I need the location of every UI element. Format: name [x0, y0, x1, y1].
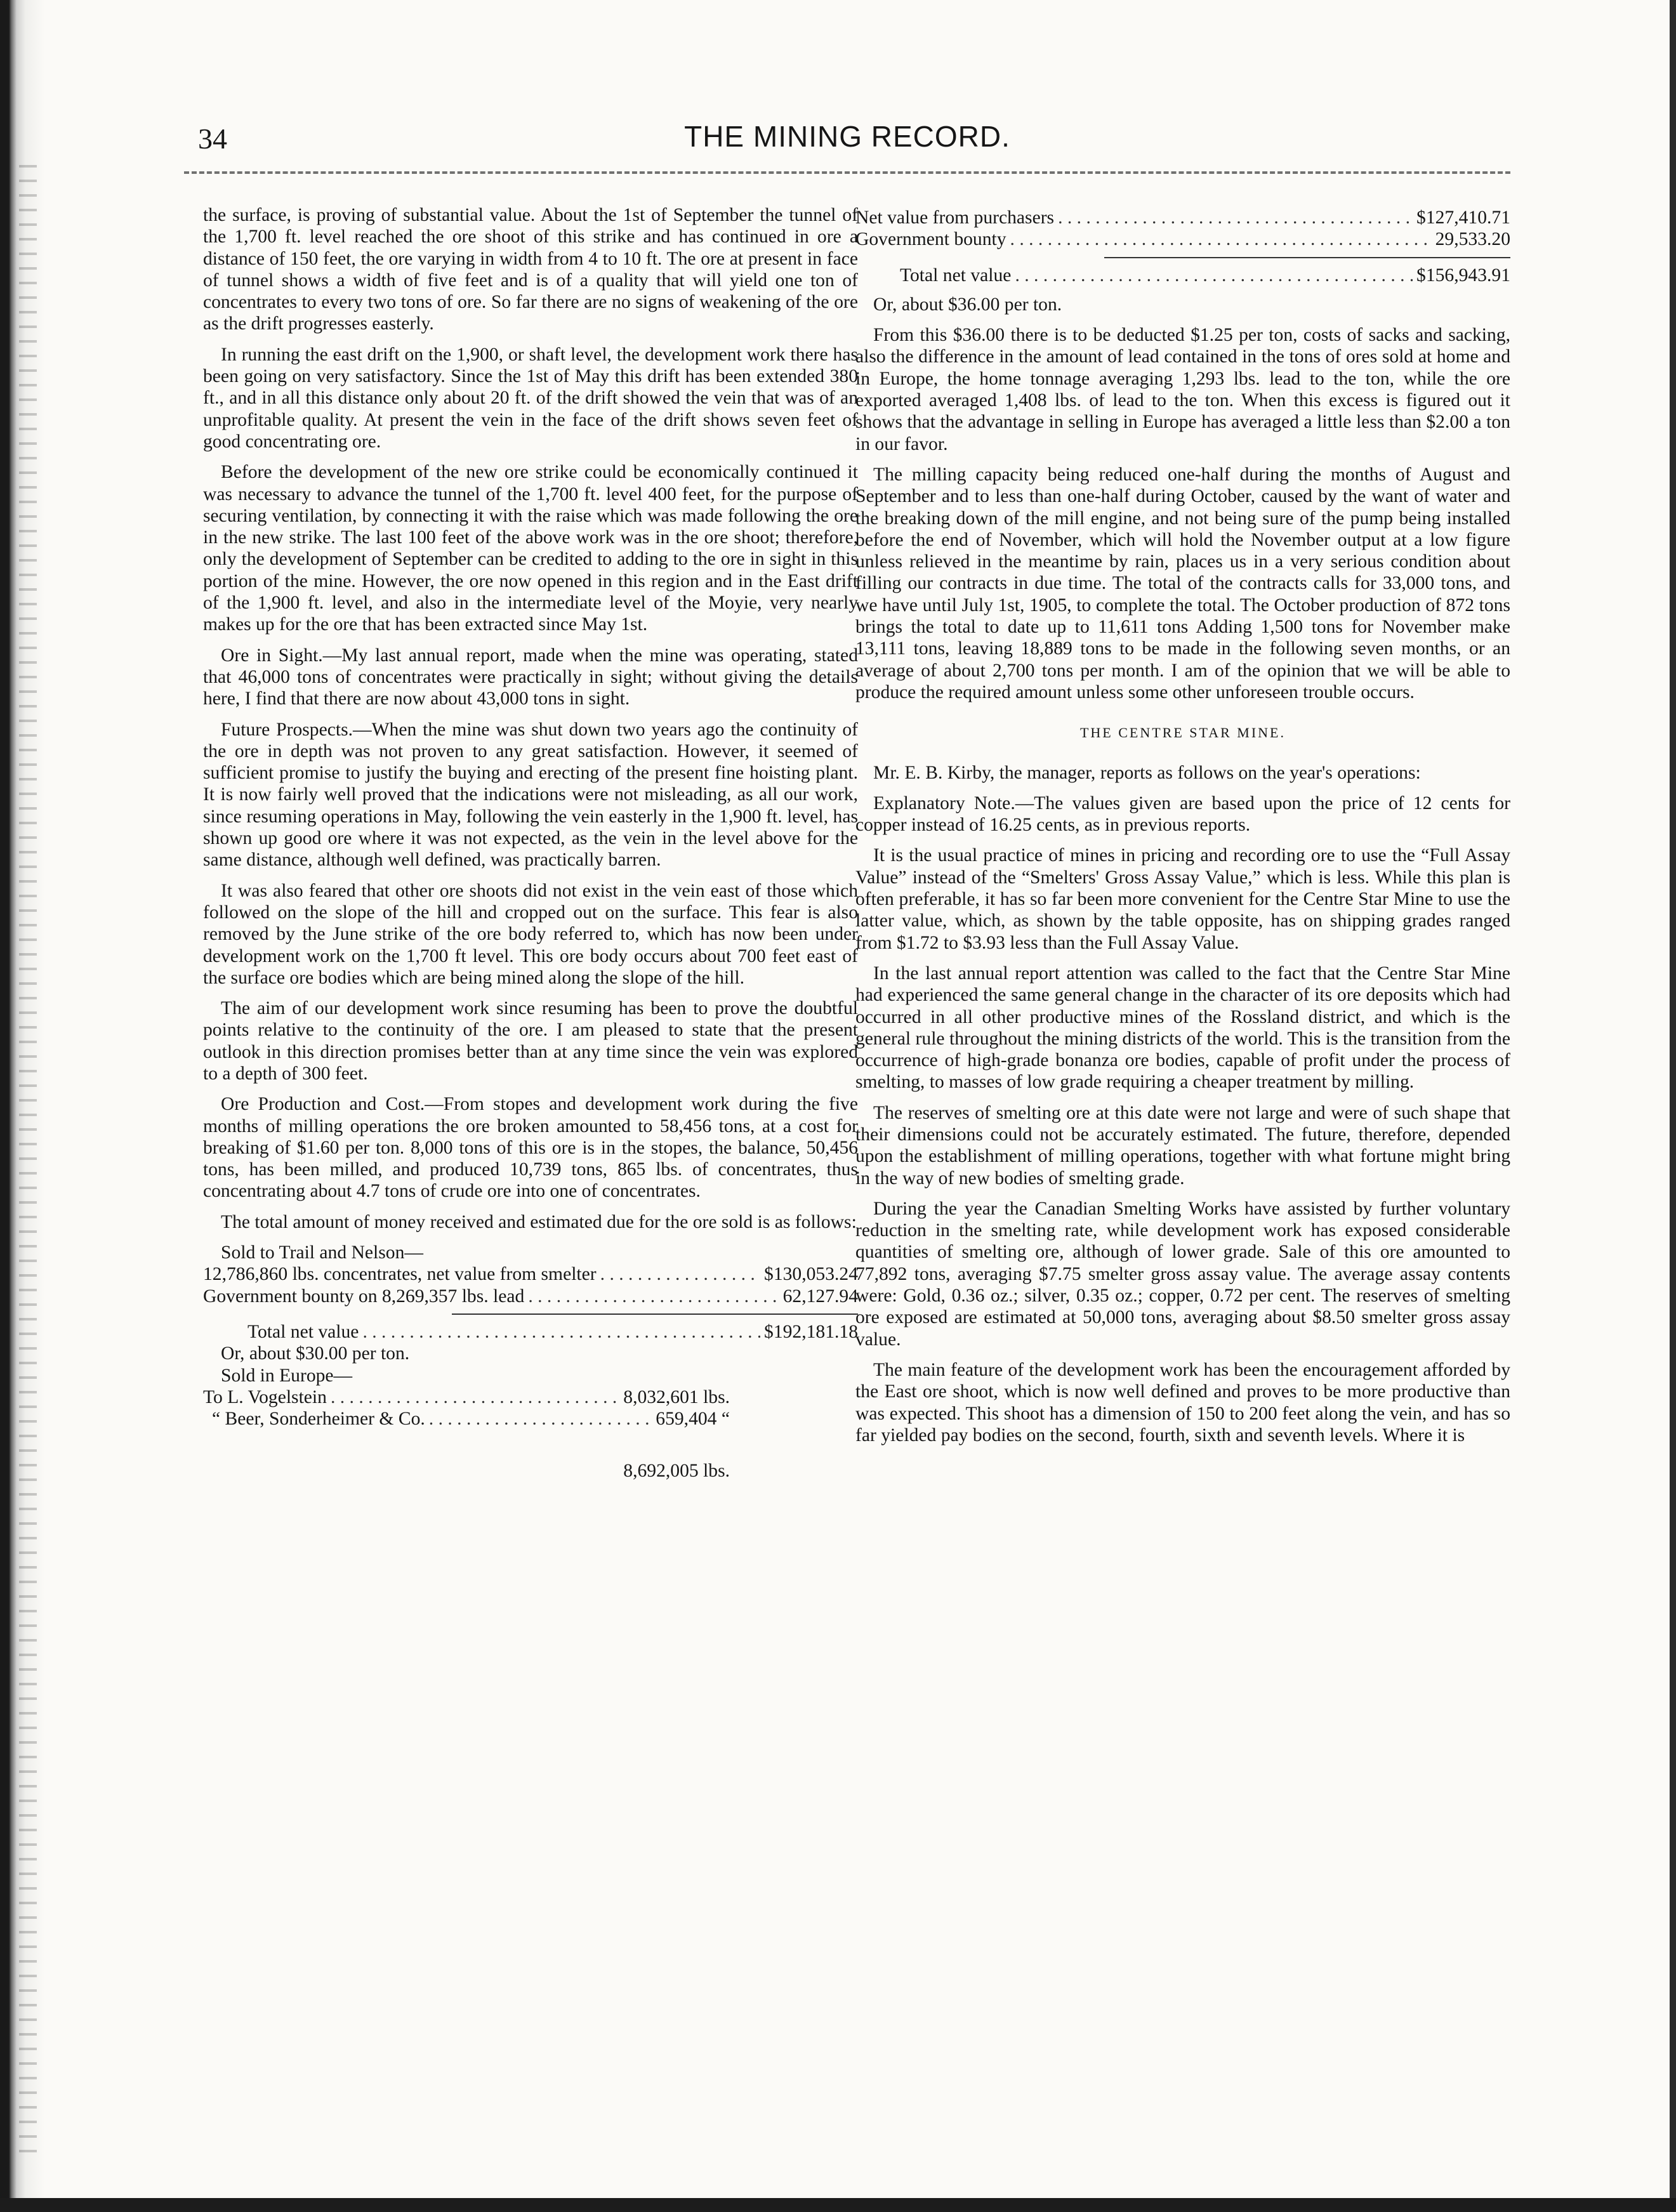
ledger-amount: $192,181.18 [764, 1321, 858, 1342]
paragraph: The milling capacity being reduced one-half during the months of August and September and to less than one-half during October, caused by the want of water and the breaking down of the mill engine, and not being sure of the pump being installed before the end of November, which will hold the November output at a low figure unless relieved in the meantime by rain, places us in a very serious condition about filling our contracts in due time. The total of the contracts calls for 33,000 tons, and we have until July 1st, 1905, to complete the total. The October production of 872 tons brings the total to date up to 11,611 tons Adding 1,500 tons for November make 13,111 tons, leaving 18,889 tons to be made in the following seven months, or an average of about 2,700 tons per month. I am of the opinion that we will be able to produce the required amount unless some other unforeseen trouble occurs. [855, 464, 1510, 702]
leader-dots [600, 1263, 760, 1285]
ledger-total-row [855, 265, 1510, 286]
purchasers-ledger [855, 207, 1510, 286]
ledger-row [203, 1263, 858, 1285]
trail-nelson-ledger [203, 1242, 858, 1482]
page-right-edge [1670, 0, 1676, 2212]
ledger-label: Total net value [900, 265, 1012, 286]
total-rule [452, 1313, 858, 1315]
paragraph: Future Prospects.—When the mine was shut down two years ago the continuity of the ore in depth was not proven to any great satisfaction. However, it seemed of sufficient promise to justify the buying and erecting of the present fine hoisting plant. It is now fairly well proved that the indications were not misleading, as all our work, since resuming operations in May, following the vein easterly in the 1,900 ft. level, has shown up good ore where it was not expected, as the vein in the level above for the same distance, although well defined, was practically barren. [203, 719, 858, 871]
paragraph: Mr. E. B. Kirby, the manager, reports as follows on the year's operations: [873, 762, 1421, 783]
paragraph: Ore Production and Cost.—From stopes and development work during the five months of milling operations the ore broken amounted to 58,456 tons, at a cost for breaking of $1.60 per ton. 8,000 tons of this ore is in the stopes, the balance, 50,456 tons, has been milled, and produced 10,739 tons, 865 lbs. of concentrates, thus concentrating about 4.7 tons of crude ore into one of concentrates. [203, 1094, 858, 1202]
total-rule [1104, 257, 1510, 258]
page-header [184, 113, 1510, 164]
ledger-heading: Sold to Trail and Nelson— [221, 1242, 423, 1263]
paragraph: Explanatory Note.—The values given are based upon the price of 12 cents for copper instead of 16.25 cents, as in previous reports. [855, 793, 1510, 836]
ledger-row [203, 1386, 730, 1408]
paragraph: In the last annual report attention was called to the fact that the Centre Star Mine had experienced the same general change in the character of its ore deposits which had occurred in all other productive mines of the Rossland district, and which is the general rule throughout the mining districts of the world. This is the transition from the occurrence of high-grade bonanza ore bodies, capable of profit under the process of smelting, to masses of low grade requiring a cheaper treatment by milling. [855, 963, 1510, 1093]
page-bottom-edge [0, 2198, 1676, 2212]
ledger-label: To L. Vogelstein [203, 1386, 327, 1407]
lbs-total: 8,692,005 lbs. [623, 1461, 730, 1482]
paragraph: Before the development of the new ore strike could be economically continued it was necessary to advance the tunnel of the 1,700 ft. level 400 feet, for the purpose of securing ventilation, by connecting it with the raise which was made following the ore in the new strike. The last 100 feet of the above work was in the ore shoot; therefore, only the development of September can be credited to adding to the ore in sight in this portion of the mine. However, the ore now opened in this region and in the East drift of the 1,900 ft. level, and also in the intermediate level of the Moyie, very nearly makes up for the ore that has been extracted since May 1st. [203, 462, 858, 635]
paragraph: It is the usual practice of mines in pricing and recording ore to use the “Full Assay Value” instead of the “Smelters' Gross Assay Value,” which is less. While this plan is often preferable, it has so far been more convenient for the Centre Star Mine to use the latter value, which, as shown by the table opposite, has on shipping grades ranged from $1.72 to $3.93 less than the Full Assay Value. [855, 845, 1510, 953]
ledger-label: 12,786,860 lbs. concentrates, net value from smelter [203, 1264, 597, 1285]
section-title: THE CENTRE STAR MINE. [1079, 725, 1286, 741]
ledger-label: Net value from purchasers [855, 207, 1055, 228]
ledger-row [855, 207, 1510, 228]
ledger-amount: 659,404 “ [656, 1409, 730, 1430]
ledger-amount: 62,127.94 [782, 1286, 858, 1307]
ledger-row [203, 1286, 858, 1307]
running-title: THE MINING RECORD. [684, 120, 1010, 153]
leader-dots [429, 1408, 652, 1430]
header-rule [184, 171, 1510, 174]
leader-dots [528, 1286, 779, 1307]
ledger-label: “ Beer, Sonderheimer & Co. [212, 1409, 425, 1430]
leader-dots [331, 1386, 619, 1408]
ledger-total-row [203, 1321, 858, 1343]
per-ton-note: Or, about $30.00 per ton. [221, 1343, 410, 1364]
left-column [203, 204, 858, 1490]
ledger-row [203, 1408, 730, 1430]
ledger-heading: Sold in Europe— [221, 1365, 353, 1386]
paragraph: The reserves of smelting ore at this date were not large and were of such shape that their dimensions could not be accurately estimated. The future, therefore, depended upon the establishment of milling operations, together with what fortune might bring in the way of new bodies of smelting grade. [855, 1102, 1510, 1188]
ledger-label: Government bounty [855, 229, 1006, 250]
paragraph: From this $36.00 there is to be deducted $1.25 per ton, costs of sacks and sacking, also the difference in the amount of lead contained in the tons of ores sold at home and in Europe, the home tonnage averaging 1,293 lbs. lead to the ton, while the ore exported averaged 1,408 lbs. of lead to the ton. When this excess is figured out it shows that the advantage in selling in Europe has averaged a little less than $2.00 a ton in our favor. [855, 325, 1510, 454]
per-ton-note: Or, about $36.00 per ton. [873, 294, 1062, 315]
ledger-amount: 8,032,601 lbs. [623, 1386, 730, 1407]
leader-dots [1010, 228, 1432, 250]
ledger-amount: 29,533.20 [1435, 229, 1510, 250]
ledger-label: Government bounty on 8,269,357 lbs. lead [203, 1286, 525, 1307]
right-column [855, 204, 1510, 1455]
paragraph: the surface, is proving of substantial value. About the 1st of September the tunnel of the 1,700 ft. level reached the ore shoot of this strike and has continued in ore a distance of 150 feet, the ore varying in width from 4 to 10 ft. The ore at present in face of tunnel shows a width of five feet and is of a quality that will yield one ton of concentrates to every two tons of ore. So far there are no signs of weakening of the ore as the drift progresses easterly. [203, 205, 858, 334]
ledger-amount: $156,943.91 [1416, 265, 1510, 286]
ledger-amount: $127,410.71 [1416, 207, 1510, 228]
leader-dots [1058, 207, 1413, 228]
page-binding-edge [0, 0, 44, 2212]
paragraph: During the year the Canadian Smelting Works have assisted by further voluntary reduction in the smelting rate, while development work has exposed considerable quantities of smelting ore, although of lower grade. Sale of this ore amounted to 77,892 tons, averaging $7.75 smelter gross assay value. The average assay contents were: Gold, 0.36 oz.; silver, 0.35 oz.; copper, 0.72 per cent. The reserves of smelting ore exposed are estimated at 50,000 tons, averaging about $8.50 smelter gross assay value. [855, 1198, 1510, 1350]
paragraph: The total amount of money received and estimated due for the ore sold is as follows: [221, 1211, 857, 1232]
ledger-label: Total net value [247, 1321, 359, 1342]
paragraph: It was also feared that other ore shoots did not exist in the vein east of those which followed on the slope of the hill and cropped out on the surface. This fear is also removed by the June strike of the ore body referred to, which has now been under development work on the 1,700 ft level. This ore body occurs about 700 feet east of the surface ore bodies which are being mined along the slope of the hill. [203, 880, 858, 988]
paragraph: The main feature of the development work has been the encouragement afforded by the East ore shoot, which is now well defined and proves to be more productive than was expected. This shoot has a dimension of 150 to 200 feet along the vein, and has so far yielded pay bodies on the second, fourth, sixth and seventh levels. Where it is [855, 1359, 1510, 1445]
paragraph: Ore in Sight.—My last annual report, made when the mine was operating, stated that 46,000 tons of concentrates were practically in sight; without giving the details here, I find that there are now about 43,000 tons in sight. [203, 645, 858, 709]
ledger-row [855, 228, 1510, 250]
paragraph: In running the east drift on the 1,900, or shaft level, the development work there has been going on very satisfactory. Since the 1st of May this drift has been extended 380 ft., and in all this distance only about 20 ft. of the drift showed the vein that was of an unprofitable quality. At present the vein in the face of the drift shows seven feet of good concentrating ore. [203, 344, 858, 452]
leader-dots [362, 1321, 760, 1343]
ledger-amount: $130,053.24 [764, 1264, 858, 1285]
paragraph: The aim of our development work since resuming has been to prove the doubtful points relative to the continuity of the ore. I am pleased to state that the present outlook in this direction promises better than at any time since the vein was explored to a depth of 300 feet. [203, 998, 858, 1084]
leader-dots [1015, 265, 1413, 286]
page-number: 34 [198, 122, 227, 155]
